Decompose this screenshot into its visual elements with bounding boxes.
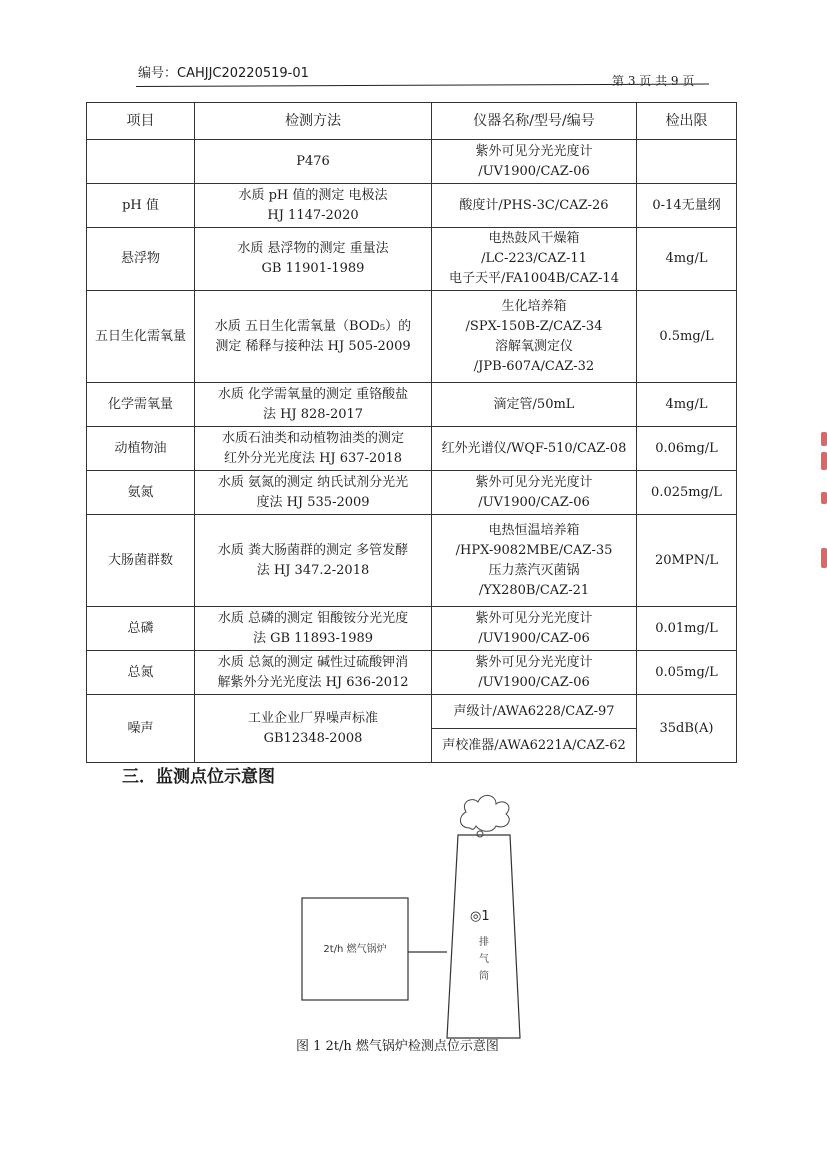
instrument-cell-line: 电子天平/FA1004B/CAZ-14 [449,271,619,286]
table-row [87,291,737,383]
limit-cell: 0.5mg/L [637,291,737,383]
method-cell-line: 水质石油类和动植物油类的测定 [221,430,404,446]
instrument-cell [432,184,637,228]
method-cell-line: 法 GB 11893-1989 [252,630,374,646]
item-cell: 总氮 [87,651,195,695]
method-cell [195,515,432,607]
method-cell-line: P476 [296,153,330,169]
table-row [87,471,737,515]
page-indicator: 第 3 页 共 9 页 [612,74,695,88]
instrument-cell: 声校准器/AWA6221A/CAZ-62 [432,729,637,763]
instrument-cell: 声级计/AWA6228/CAZ-97 [432,695,637,729]
instrument-cell-line: /SPX-150B-Z/CAZ-34 [465,318,603,334]
table-row [87,651,737,695]
instrument-cell [432,427,637,471]
limit-cell: 4mg/L [637,228,737,291]
table-header-row [87,103,737,140]
figure-caption: 图 1 2t/h 燃气锅炉检测点位示意图 [296,1039,499,1054]
item-cell: 化学需氧量 [87,383,195,427]
instrument-cell [432,607,637,651]
method-cell-line: 水质 化学需氧量的测定 重铬酸盐 [217,386,409,402]
method-cell-line: 法 HJ 828-2017 [262,406,364,422]
method-cell [195,695,432,763]
instrument-cell-line: 紫外可见分光光度计 [475,474,593,490]
instrument-cell [432,140,637,184]
instrument-cell-line: /LC-223/CAZ-11 [481,251,587,266]
method-cell [195,471,432,515]
smoke-puff-icon [477,831,483,837]
smoke-cloud-icon [460,795,509,831]
method-cell-line: 工业企业厂界噪声标准 [247,710,378,726]
instrument-cell-line: /UV1900/CAZ-06 [478,494,590,510]
method-cell-line: 水质 五日生化需氧量（BOD₅）的 [214,318,412,334]
method-cell [195,228,432,291]
instrument-cell-line: /JPB-607A/CAZ-32 [473,358,595,374]
method-cell-line: 法 HJ 347.2-2018 [256,562,370,578]
limit-cell: 0-14无量纲 [637,184,737,228]
table-row [87,427,737,471]
instrument-cell-line: /UV1900/CAZ-06 [478,163,590,179]
instrument-cell-line: 滴定管/50mL [493,396,575,412]
method-cell [195,607,432,651]
table-row [87,607,737,651]
method-cell [195,383,432,427]
method-cell-line: 度法 HJ 535-2009 [256,494,370,510]
instrument-cell-line: /UV1900/CAZ-06 [478,630,590,646]
method-cell-line: GB 11901-1989 [261,261,365,276]
column-header: 项目 [87,103,195,140]
method-cell-line: 水质 总氮的测定 碱性过硫酸钾消 [217,654,409,670]
item-cell: pH 值 [87,184,195,228]
stack-label-char: 筒 [479,971,489,982]
instrument-cell [432,651,637,695]
instrument-cell [432,383,637,427]
instrument-cell-line: 电热鼓风干燥箱 [488,231,580,246]
limit-cell: 0.025mg/L [637,471,737,515]
scan-margin-mark [821,492,827,504]
instrument-cell [432,515,637,607]
limit-cell: 0.06mg/L [637,427,737,471]
item-cell: 氨氮 [87,471,195,515]
limit-cell: 0.01mg/L [637,607,737,651]
instrument-cell-line: 压力蒸汽灭菌锅 [488,562,580,578]
item-cell: 五日生化需氧量 [87,291,195,383]
instrument-cell-line: 紫外可见分光光度计 [475,143,593,159]
stack-label-char: 排 [479,937,489,948]
item-cell: 噪声 [87,695,195,763]
limit-cell [637,140,737,184]
stack-label-char: 气 [479,954,489,965]
instrument-cell-line: 电热恒温培养箱 [488,522,580,538]
instrument-cell-line: /YX280B/CAZ-21 [478,582,590,598]
method-cell-line: 解紫外分光光度法 HJ 636-2012 [217,674,409,690]
table-row [87,228,737,291]
method-cell [195,651,432,695]
instrument-cell-line: /HPX-9082MBE/CAZ-35 [455,542,613,558]
table-row [87,383,737,427]
method-cell-line: 水质 粪大肠菌群的测定 多管发酵 [217,542,409,558]
section-title: 三．监测点位示意图 [122,767,275,787]
method-cell [195,140,432,184]
instrument-cell [432,228,637,291]
monitoring-point-marker: ◎1 [470,909,490,924]
method-cell-line: 测定 稀释与接种法 HJ 505-2009 [215,338,411,354]
method-cell [195,427,432,471]
item-cell: 悬浮物 [87,228,195,291]
instrument-cell-line: 紫外可见分光光度计 [475,654,593,670]
method-cell-line: 水质 悬浮物的测定 重量法 [237,241,389,256]
instrument-cell-line: 红外光谱仪/WQF-510/CAZ-08 [441,440,627,456]
limit-cell: 0.05mg/L [637,651,737,695]
table-row [87,695,737,729]
method-cell-line: 红外分光光度法 HJ 637-2018 [223,450,403,466]
limit-cell: 35dB(A) [637,695,737,763]
limit-cell: 20MPN/L [637,515,737,607]
item-cell [87,140,195,184]
boiler-label: 2t/h 燃气锅炉 [323,944,387,955]
scan-margin-mark [821,548,827,568]
method-cell-line: GB12348-2008 [263,730,363,746]
instrument-cell-line: 紫外可见分光光度计 [475,610,593,626]
instrument-cell [432,471,637,515]
document-number: 编号：CAHJJC20220519-01 [138,66,309,81]
method-cell [195,291,432,383]
item-cell: 大肠菌群数 [87,515,195,607]
item-cell: 动植物油 [87,427,195,471]
monitoring-point-diagram [290,790,550,1040]
table-row [87,140,737,184]
table-row [87,515,737,607]
instrument-cell-line: 溶解氧测定仪 [494,338,573,354]
instrument-cell [432,291,637,383]
instrument-cell-line: /UV1900/CAZ-06 [478,674,590,690]
table-body [87,140,737,763]
scan-margin-mark [821,432,827,446]
method-cell-line: 水质 pH 值的测定 电极法 [238,187,388,203]
instrument-cell-line: 生化培养箱 [501,298,567,314]
method-cell-line: HJ 1147-2020 [267,207,359,223]
scan-margin-mark [821,452,827,470]
method-cell-line: 水质 氨氮的测定 纳氏试剂分光光 [217,474,409,490]
column-header: 检出限 [637,103,737,140]
column-header: 仪器名称/型号/编号 [432,103,637,140]
method-cell-line: 水质 总磷的测定 钼酸铵分光光度 [217,610,409,626]
detection-methods-table [86,102,737,763]
instrument-cell-line: 酸度计/PHS-3C/CAZ-26 [459,197,609,213]
limit-cell: 4mg/L [637,383,737,427]
table-row [87,184,737,228]
method-cell [195,184,432,228]
column-header: 检测方法 [195,103,432,140]
item-cell: 总磷 [87,607,195,651]
